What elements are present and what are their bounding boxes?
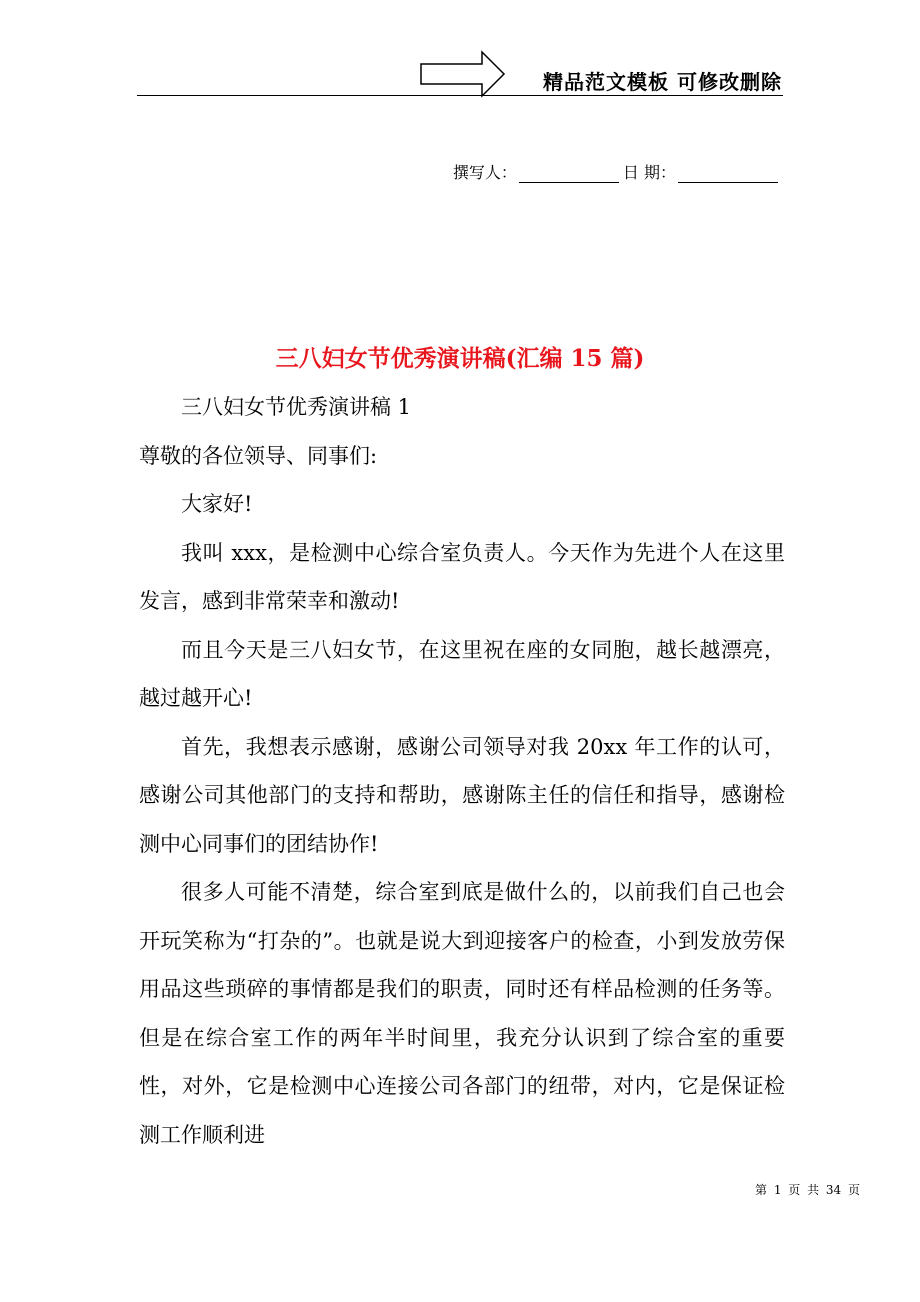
document-title: 三八妇女节优秀演讲稿(汇编 15 篇) (275, 345, 645, 372)
date-blank (678, 164, 778, 183)
paragraph: 而且今天是三八妇女节，在这里祝在座的女同胞，越长越漂亮，越过越开心! (139, 637, 785, 710)
paragraph: 大家好! (181, 492, 253, 516)
page-number: 第 1 页 共 34 页 (755, 1183, 860, 1197)
date-label: 日 期： (622, 163, 676, 182)
author-blank (519, 164, 619, 183)
author-label: 撰写人： (452, 163, 517, 182)
header-title: 精品范文模板 可修改删除 (543, 70, 782, 94)
paragraph: 尊敬的各位领导、同事们: (139, 443, 378, 468)
paragraph: 很多人可能不清楚，综合室到底是做什么的，以前我们自己也会开玩笑称为“打杂的”。也就是说大到迎接客户的检查，小到发放劳保用品这些琐碎的事情都是我们的职责，同时还有样品检测的任务等。但是在综合室工作的两年半时间里，我充分认识到了综合室的重要性，对外，它是检测中心连接公司各部门的纽带，对内，它是保证检测工作顺利进 (139, 880, 785, 1147)
arrow-icon (420, 50, 506, 98)
paragraph: 我叫 xxx，是检测中心综合室负责人。今天作为先进个人在这里发言，感到非常荣幸和激动! (139, 540, 785, 613)
paragraph: 三八妇女节优秀演讲稿 1 (181, 395, 412, 419)
header-divider (137, 95, 783, 96)
document-body (139, 383, 785, 1159)
author-date-line (453, 160, 782, 183)
paragraph: 首先，我想表示感谢，感谢公司领导对我 20xx 年工作的认可，感谢公司其他部门的支持和帮助，感谢陈主任的信任和指导，感谢检测中心同事们的团结协作! (139, 734, 785, 856)
